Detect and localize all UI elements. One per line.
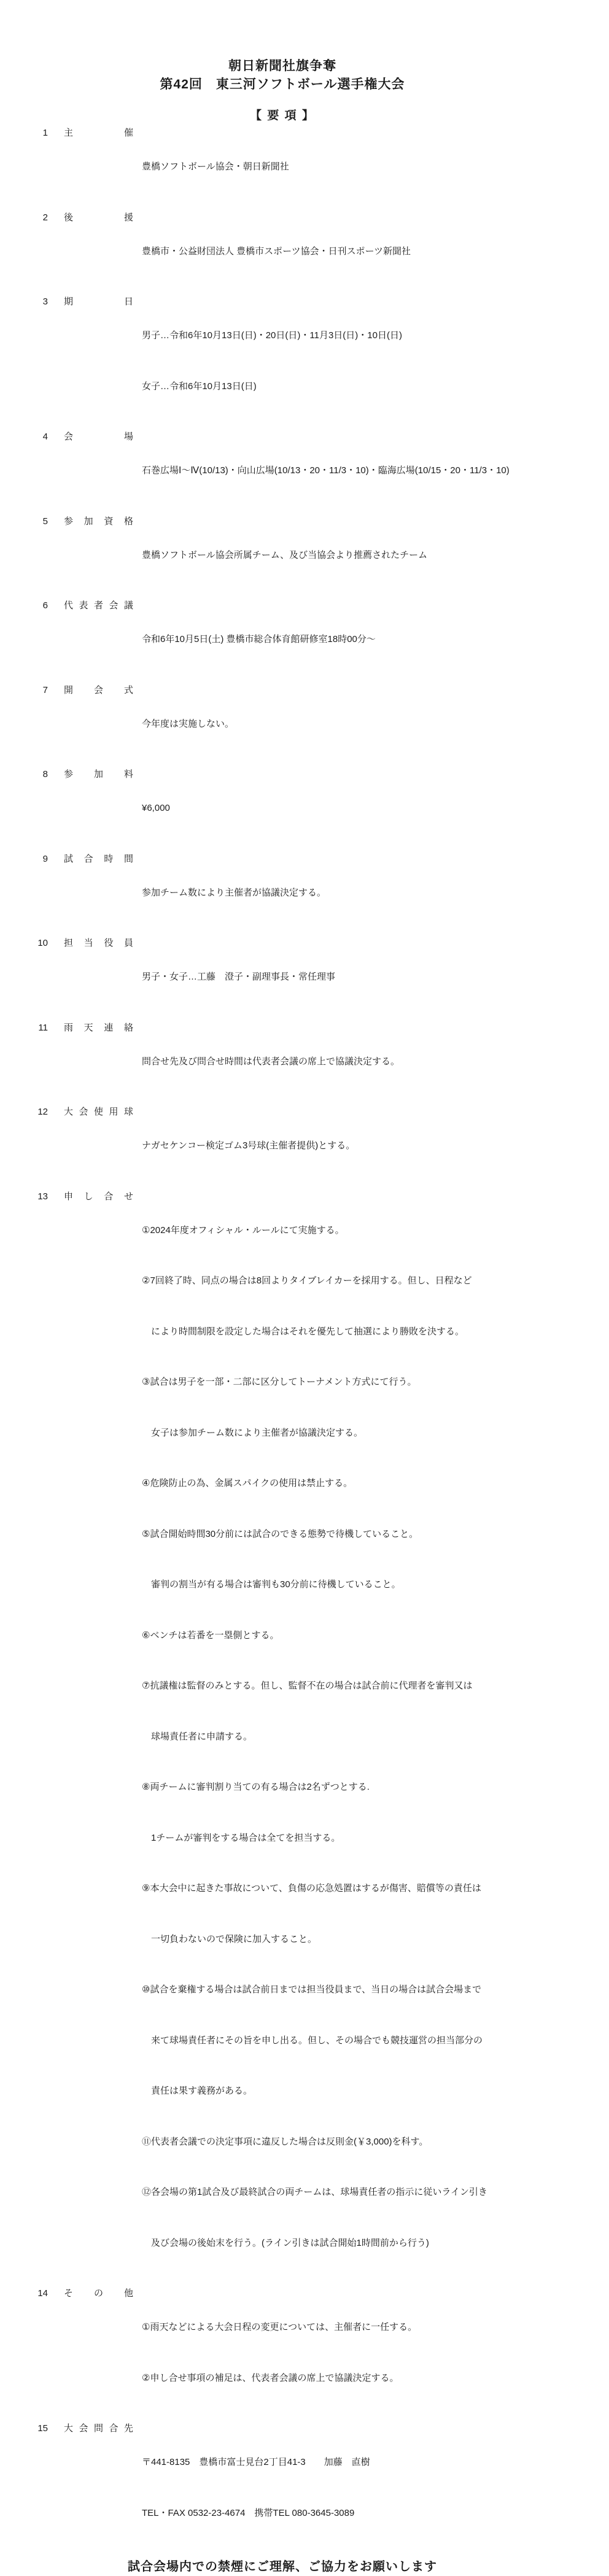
content-line: ⑤試合開始時間30分前には試合のできる態勢で待機していること。 [142,1528,419,1539]
content-line: 一切負わないので保険に加入すること。 [142,1933,317,1944]
item-row-7 [0,682,609,767]
content-line: 責任は果す義務がある。 [142,2086,253,2096]
content-line: 豊橋ソフトボール協会所属チーム、及び当協会より推薦されたチーム [142,549,428,560]
item-label: 期 日 [64,296,133,307]
item-number: 9 [42,853,48,864]
item-number: 1 [42,128,48,138]
content-line: TEL・FAX 0532-23-4674 携帯TEL 080-3645-3089 [142,2507,355,2518]
item-label: 会 場 [64,431,133,442]
content-line: ⑥ベンチは若番を一塁側とする。 [142,1630,279,1641]
item-number: 10 [37,938,48,948]
item-label: 参 加 料 [64,769,133,779]
item-number: 3 [42,296,48,307]
content-line: ナガセケンコー検定ゴム3号球(主催者提供)とする。 [142,1140,355,1151]
content-line: ④危険防止の為、金属スパイクの使用は禁止する。 [142,1478,353,1488]
section-heading: 【 要 項 】 [250,109,315,122]
content-line: により時間制限を設定した場合はそれを優先して抽選により勝敗を決する。 [142,1326,465,1337]
item-content [142,597,609,682]
item-number: 6 [42,600,48,611]
item-content [142,1104,609,1188]
item-label: 開 会 式 [64,684,133,695]
item-label: 申 し 合 せ [64,1191,133,1202]
item-number: 2 [42,212,48,223]
item-label: 担 当 役 員 [64,938,133,948]
item-number: 8 [42,769,48,779]
content-line: 豊橋市・公益財団法人 豊橋市スポーツ協会・日刊スポーツ新聞社 [142,246,411,257]
content-line: ②7回終了時、同点の場合は8回よりタイブレイカーを採用する。但し、日程など [142,1275,472,1286]
item-row-13 [0,1188,609,2286]
content-line: 1チームが審判をする場合は全てを担当する。 [142,1832,341,1843]
item-label: 雨 天 連 絡 [64,1022,133,1033]
content-line: ①2024年度オフィシャル・ルールにて実施する。 [142,1224,344,1236]
content-line: ⑩試合を棄権する場合は試合前日までは担当役員まで、当日の場合は試合会場まで [142,1984,482,1995]
content-line: ⑨本大会中に起きた事故について、負傷の応急処置はするが傷害、賠償等の責任は [142,1883,481,1893]
item-content [142,125,609,209]
document-subtitle: 第42回 東三河ソフトボール選手権大会 [160,77,405,91]
content-line: ⑫各会場の第1試合及び最終試合の両チームは、球場責任者の指示に従いライン引き [142,2187,487,2197]
item-content [142,766,609,851]
item-row-9 [0,851,609,935]
content-line: 来て球場責任者にその旨を申し出る。但し、その場合でも競技運営の担当部分の [142,2035,483,2046]
item-content [142,851,609,935]
item-content [142,1019,609,1104]
item-label: 後 援 [64,212,133,223]
content-line: ⑪代表者会議での決定事項に違反した場合は反則金(￥3,000)を科す。 [142,2136,429,2147]
item-row-6 [0,597,609,682]
footer-notice: 試合会場内での禁煙にご理解、ご協力をお願いします [128,2560,437,2574]
item-number: 7 [42,684,48,695]
item-content [142,2420,609,2555]
content-line: 今年度は実施しない。 [142,718,235,729]
item-content [142,428,609,513]
content-line: 参加チーム数により主催者が協議決定する。 [142,887,327,898]
content-line: 令和6年10月5日(土) 豊橋市総合体育館研修室18時00分～ [142,634,376,644]
item-number: 14 [37,2288,48,2299]
item-content [142,513,609,598]
item-content [142,293,609,428]
item-row-8 [0,766,609,851]
item-content [142,209,609,294]
item-row-2 [0,209,609,294]
content-line: 男子…令和6年10月13日(日)・20日(日)・11月3日(日)・10日(日) [142,330,402,341]
item-label: 主 催 [64,128,133,138]
item-content [142,935,609,1019]
content-line: 及び会場の後始末を行う。(ライン引きは試合開始1時間前から行う) [142,2237,429,2248]
item-row-3 [0,293,609,428]
item-label: そ の 他 [64,2288,133,2299]
document-title: 朝日新聞社旗争奪 [228,59,336,73]
item-row-5 [0,513,609,598]
item-content [142,682,609,767]
content-line: 女子は参加チーム数により主催者が協議決定する。 [142,1427,363,1438]
content-line: ②申し合せ事項の補足は、代表者会議の席上で協議決定する。 [142,2372,399,2383]
content-line: 〒441-8135 豊橋市富士見台2丁目41-3 加藤 直樹 [142,2457,370,2467]
item-number: 11 [38,1022,48,1033]
item-number: 12 [37,1107,48,1117]
item-row-10 [0,935,609,1019]
item-row-12 [0,1104,609,1188]
content-line: 問合せ先及び問合せ時間は代表者会議の席上で協議決定する。 [142,1056,400,1067]
content-line: ③試合は男子を一部・二部に区分してトーナメント方式にて行う。 [142,1377,417,1387]
item-content [142,1188,609,2286]
item-label: 参 加 資 格 [64,516,133,527]
item-row-4 [0,428,609,513]
item-number: 13 [37,1191,48,1202]
content-line: 女子…令和6年10月13日(日) [142,381,257,392]
content-line: ¥6,000 [142,803,170,813]
item-content [142,2285,609,2420]
content-line: 審判の割当が有る場合は審判も30分前に待機していること。 [142,1579,401,1590]
item-label: 大 会 使 用 球 [64,1107,133,1117]
item-number: 4 [42,431,48,442]
content-line: ①雨天などによる大会日程の変更については、主催者に一任する。 [142,2322,417,2332]
item-number: 15 [37,2423,48,2434]
requirements-list [0,125,609,2555]
item-number: 5 [42,516,48,527]
item-label: 大 会 問 合 先 [64,2423,133,2434]
item-label: 試 合 時 間 [64,853,133,864]
content-line: 豊橋ソフトボール協会・朝日新聞社 [142,161,289,172]
item-label: 代 表 者 会 議 [64,600,133,611]
item-row-1 [0,125,609,209]
content-line: 男子・女子…工藤 澄子・副理事長・常任理事 [142,972,336,982]
item-row-15 [0,2420,609,2555]
item-row-11 [0,1019,609,1104]
item-row-14 [0,2285,609,2420]
content-line: 球場責任者に申請する。 [142,1731,253,1742]
content-line: 石巻広場Ⅰ～Ⅳ(10/13)・向山広場(10/13・20・11/3・10)・臨海広場(10/15・20・11/3・10) [142,465,510,476]
content-line: ⑦抗議権は監督のみとする。但し、監督不在の場合は試合前に代理者を審判又は [142,1681,473,1691]
content-line: ⑧両チームに審判割り当ての有る場合は2名ずつとする. [142,1782,370,1792]
